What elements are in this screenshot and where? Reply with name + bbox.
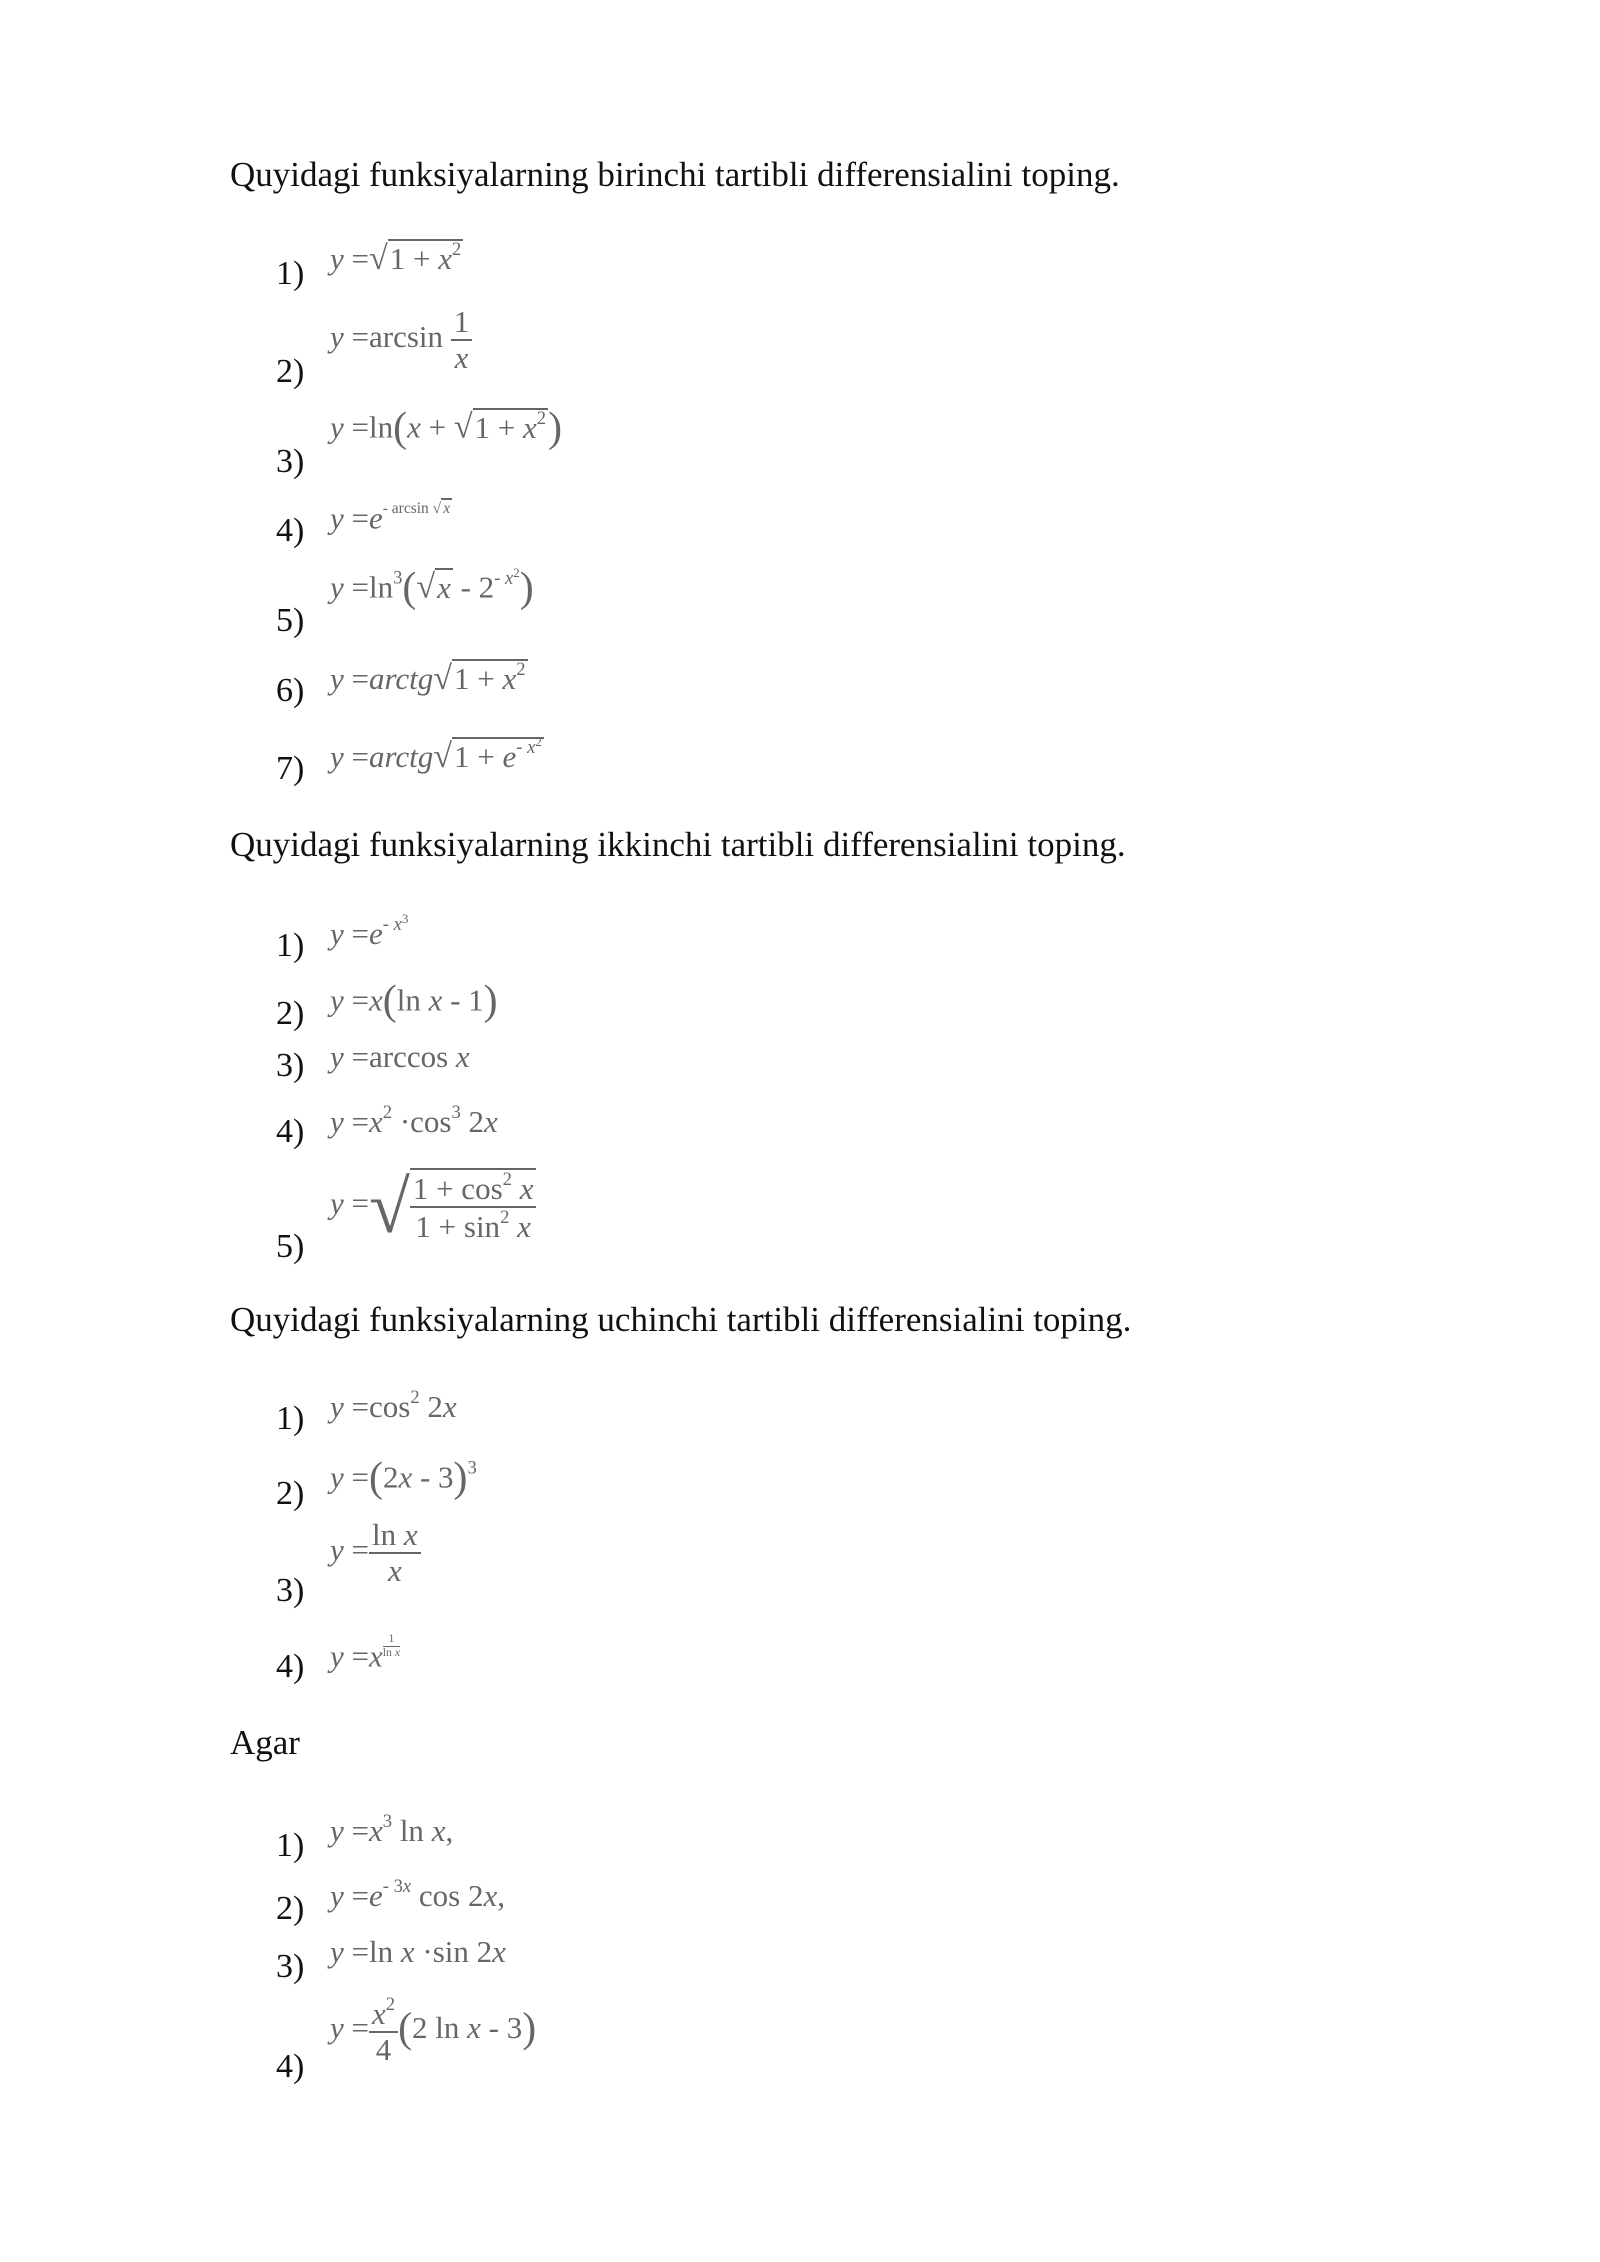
- formula: y =x(ln x - 1): [330, 978, 498, 1024]
- item-number: 4): [276, 1648, 305, 1685]
- formula: $y =x^2 \cdot\cos^3$ 2x: [330, 1102, 498, 1139]
- item-number: 5): [276, 602, 305, 639]
- formula: y =arcsin $\frac{1}{x}$: [330, 305, 472, 375]
- item-number: 2): [276, 1475, 305, 1512]
- item-number: 3): [276, 1948, 305, 1985]
- formula: $y =x^3$ ln x,: [330, 1811, 454, 1848]
- formula: $y =\ln^3(√x - 2^{- x^2})$: [330, 564, 534, 611]
- formula: y =arctg√1 + $e^{- x^2}$: [330, 734, 542, 776]
- formula: y = $\frac{x^2}{4}$ (2 ln x - 3): [330, 1994, 537, 2068]
- item-number: 4): [276, 1113, 305, 1150]
- section-3-heading: Quyidagi funksiyalarning uchinchi tartibli differensialini toping.: [230, 1300, 1132, 1339]
- section-4-heading: Agar: [230, 1723, 300, 1762]
- item-number: 6): [276, 672, 305, 709]
- formula: y =√ $\frac{1 + \cos^2 x}{1 + \sin^2 x}$: [330, 1168, 536, 1250]
- item-number: 5): [276, 1228, 305, 1265]
- formula: y =x $\frac{1}{\text{ln x}}$: [330, 1632, 401, 1674]
- item-number: 2): [276, 1890, 305, 1927]
- item-number: 3): [276, 1047, 305, 1084]
- formula: $y =√1 + x^2$: [330, 239, 462, 277]
- item-number: 2): [276, 995, 305, 1032]
- formula: y =(2x - 3)$^3$: [330, 1455, 477, 1501]
- item-number: 3): [276, 443, 305, 480]
- item-number: 1): [276, 1827, 305, 1864]
- section-2-heading: Quyidagi funksiyalarning ikkinchi tartibli differensialini toping.: [230, 825, 1126, 864]
- formula: $y =e^{- arcsin √ x}$: [330, 500, 451, 536]
- formula: y =ln x ·sin 2x: [330, 1934, 506, 1969]
- formula: $y =\ln(x + √1 + x^2)$: [330, 405, 562, 451]
- formula: y =arccos x: [330, 1039, 470, 1074]
- formula: y = $\frac{\text{ln x}}{x}$: [330, 1518, 421, 1588]
- formula: $y =\cos^2$ 2x: [330, 1387, 457, 1424]
- formula: y =arctg√1 + $x^2$: [330, 659, 526, 697]
- item-number: 7): [276, 750, 305, 787]
- formula: $y =e^{- x^3}$: [330, 911, 409, 952]
- item-number: 1): [276, 1400, 305, 1437]
- item-number: 2): [276, 353, 305, 390]
- item-number: 4): [276, 2048, 305, 2085]
- item-number: 4): [276, 512, 305, 549]
- section-1-heading: Quyidagi funksiyalarning birinchi tartibli differensialini toping.: [230, 155, 1120, 194]
- formula: $y =e^{- 3x}$ cos 2x,: [330, 1876, 506, 1913]
- item-number: 1): [276, 255, 305, 292]
- item-number: 3): [276, 1572, 305, 1609]
- item-number: 1): [276, 927, 305, 964]
